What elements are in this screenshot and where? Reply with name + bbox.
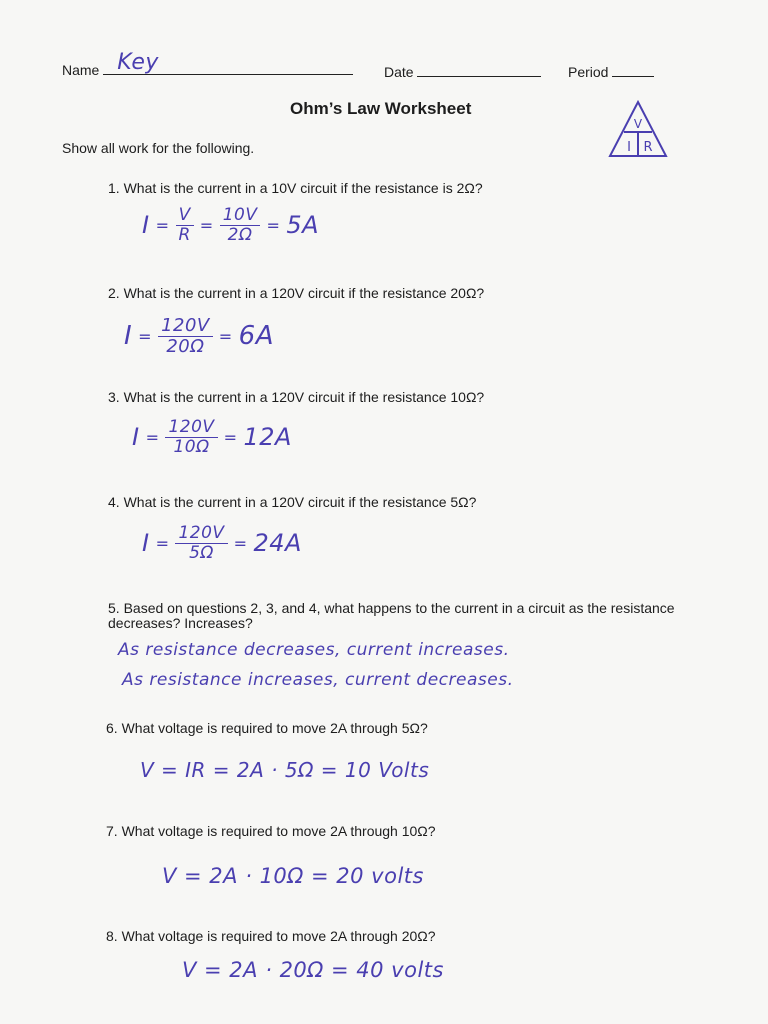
answer-1-fraction-a: $\frac{V}{R}$ bbox=[175, 206, 193, 244]
answer-2-fraction: $\frac{120V}{20\Omega}$ bbox=[158, 316, 213, 357]
answer-2: I = $\frac{120V}{20\Omega}$ = 6A bbox=[124, 315, 274, 357]
worksheet-title: Ohm’s Law Worksheet bbox=[290, 99, 472, 118]
answer-3-result: 12A bbox=[243, 423, 292, 452]
question-4: 4. What is the current in a 120V circuit if the resistance 5Ω? bbox=[108, 494, 477, 510]
answer-8: V = 2A · 20Ω = 40 volts bbox=[182, 958, 444, 982]
period-label: Period bbox=[568, 64, 609, 80]
question-2: 2. What is the current in a 120V circuit if the resistance 20Ω? bbox=[108, 285, 485, 301]
question-5-line-2: decreases? Increases? bbox=[108, 615, 253, 631]
date-field bbox=[384, 62, 541, 80]
triangle-v: V bbox=[633, 117, 643, 131]
name-label: Name bbox=[62, 62, 100, 78]
answer-7: V = 2A · 10Ω = 20 volts bbox=[162, 864, 424, 888]
triangle-i: I bbox=[627, 140, 631, 155]
triangle-r: R bbox=[643, 140, 653, 155]
answer-5-line-2: As resistance increases, current decreases. bbox=[122, 670, 514, 690]
answer-1-result: 5A bbox=[286, 211, 320, 240]
period-field bbox=[568, 62, 654, 80]
answer-4: I = $\frac{120V}{5\Omega}$ = 24A bbox=[142, 523, 302, 563]
answer-3: I = $\frac{120V}{10\Omega}$ = 12A bbox=[132, 417, 292, 457]
question-8: 8. What voltage is required to move 2A through 20Ω? bbox=[106, 928, 436, 944]
question-1: 1. What is the current in a 10V circuit if the resistance is 2Ω? bbox=[108, 180, 483, 196]
answer-6: V = IR = 2A · 5Ω = 10 Volts bbox=[140, 758, 430, 782]
question-6: 6. What voltage is required to move 2A through 5Ω? bbox=[106, 720, 428, 736]
ohms-triangle-icon bbox=[606, 98, 670, 162]
date-label: Date bbox=[384, 64, 414, 80]
answer-2-result: 6A bbox=[238, 321, 274, 352]
question-7: 7. What voltage is required to move 2A through 10Ω? bbox=[106, 823, 436, 839]
answer-1-fraction-b: $\frac{10V}{2\Omega}$ bbox=[220, 206, 261, 244]
question-5-line-1: 5. Based on questions 2, 3, and 4, what happens to the current in a circuit as the resistance bbox=[108, 600, 675, 616]
period-blank bbox=[612, 62, 654, 77]
name-field bbox=[62, 50, 353, 78]
answer-1-lhs: I bbox=[142, 211, 150, 240]
answer-4-result: 24A bbox=[253, 529, 302, 558]
answer-5-line-1: As resistance decreases, current increases. bbox=[118, 640, 510, 660]
name-value: Key bbox=[117, 50, 159, 75]
instructions: Show all work for the following. bbox=[62, 140, 255, 156]
question-3: 3. What is the current in a 120V circuit if the resistance 10Ω? bbox=[108, 389, 485, 405]
answer-3-fraction: $\frac{120V}{10\Omega}$ bbox=[165, 418, 217, 456]
name-blank bbox=[103, 50, 353, 75]
date-blank bbox=[417, 62, 541, 77]
answer-1: I = $\frac{V}{R}$ = $\frac{10V}{2\Omega}$ = 5A bbox=[142, 205, 320, 245]
answer-4-fraction: $\frac{120V}{5\Omega}$ bbox=[175, 524, 227, 562]
